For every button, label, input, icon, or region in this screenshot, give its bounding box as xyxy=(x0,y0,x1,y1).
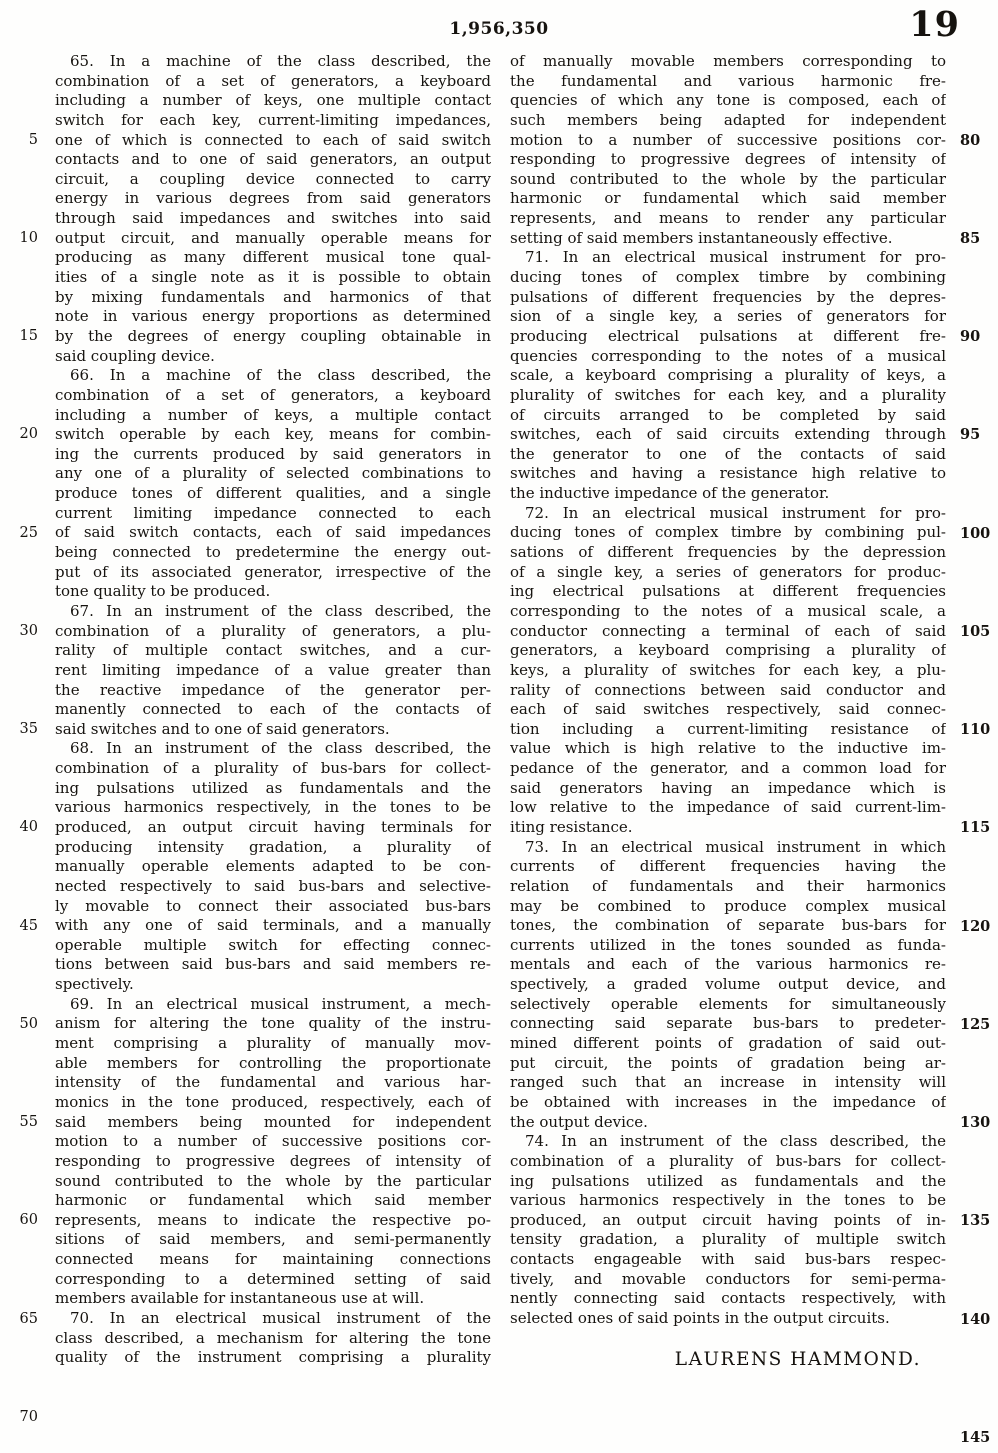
text-line: the inductive impedance of the generator. xyxy=(510,484,830,503)
line-number: 135 xyxy=(960,1212,991,1230)
page-number: 19 xyxy=(909,4,960,45)
text-line: spectively, a graded volume output device, and xyxy=(510,975,946,994)
text-line: contacts and to one of said generators, an output xyxy=(55,150,491,169)
text-line: including a number of keys, one multiple contact xyxy=(55,91,491,110)
text-line: represents, means to indicate the respective po- xyxy=(55,1210,491,1229)
text-line: selected ones of said points in the output circuits. xyxy=(510,1309,890,1327)
text-line: pulsations of different frequencies by the depres- xyxy=(510,287,946,306)
text-line: scale, a keyboard comprising a plurality of keys, a xyxy=(510,366,946,385)
text-line: quality of the instrument comprising a plurality xyxy=(55,1348,491,1367)
line-number: 35 xyxy=(19,721,38,738)
text-line: currents utilized in the tones sounded as funda- xyxy=(510,935,946,954)
text-line: including a number of keys, a multiple contact xyxy=(55,405,491,424)
text-line: of a single key, a series of generators for produc- xyxy=(510,562,946,581)
text-line: ducing tones of complex timbre by combining xyxy=(510,268,946,287)
text-line: monics in the tone produced, respectively, each of xyxy=(55,1092,491,1111)
text-line: switches, each of said circuits extending through xyxy=(510,425,946,444)
text-line: ing electrical pulsations at different frequencies xyxy=(510,582,946,601)
text-line: 68. In an instrument of the class described, the xyxy=(70,739,491,758)
text-line: 69. In an electrical musical instrument, a mech- xyxy=(70,994,491,1013)
text-line: producing intensity gradation, a plurality of xyxy=(55,837,491,856)
line-number: 50 xyxy=(19,1015,38,1032)
text-line: ranged such that an increase in intensity will xyxy=(510,1073,946,1092)
text-line: various harmonics respectively, in the tones to be xyxy=(55,798,491,817)
text-line: responding to progressive degrees of intensity of xyxy=(510,150,946,169)
text-line: the reactive impedance of the generator per- xyxy=(55,680,491,699)
text-line: of circuits arranged to be completed by said xyxy=(510,405,946,424)
text-line: by the degrees of energy coupling obtainable in xyxy=(55,326,491,345)
text-line: rent limiting impedance of a value greater than xyxy=(55,660,491,679)
text-line: any one of a plurality of selected combinations to xyxy=(55,464,491,483)
line-number: 60 xyxy=(19,1212,38,1229)
text-line: the generator to one of the contacts of said xyxy=(510,444,946,463)
text-line: ities of a single note as it is possible to obtain xyxy=(55,268,491,287)
text-line: combination of a plurality of bus-bars for collect- xyxy=(55,759,491,778)
text-line: various harmonics respectively in the tones to be xyxy=(510,1191,946,1210)
text-line: motion to a number of successive positions cor- xyxy=(510,130,946,149)
text-line: corresponding to a determined setting of said xyxy=(55,1269,491,1288)
text-line: 71. In an electrical musical instrument for pro- xyxy=(525,248,946,267)
text-line: by mixing fundamentals and harmonics of that xyxy=(55,287,491,306)
line-number: 120 xyxy=(960,917,991,935)
text-line: responding to progressive degrees of intensity of xyxy=(55,1151,491,1170)
line-number: 95 xyxy=(960,426,981,444)
text-line: setting of said members instantaneously effective. xyxy=(510,228,893,247)
text-line: produced, an output circuit having points of in- xyxy=(510,1210,946,1229)
patent-number: 1,956,350 xyxy=(449,19,549,39)
line-number: 80 xyxy=(960,131,981,149)
text-line: combination of a set of generators, a keyboard xyxy=(55,385,491,404)
text-line: anism for altering the tone quality of the instru- xyxy=(55,1014,491,1033)
text-line: producing as many different musical tone qual- xyxy=(55,248,491,267)
line-number: 110 xyxy=(960,721,991,739)
text-line: pedance of the generator, and a common load for xyxy=(510,759,946,778)
text-line: producing electrical pulsations at different fre- xyxy=(510,326,946,345)
text-line: current limiting impedance connected to each xyxy=(55,503,491,522)
right-margin-line-numbers xyxy=(960,52,996,1444)
text-line: ment comprising a plurality of manually mov- xyxy=(55,1034,491,1053)
text-line: of said switch contacts, each of said impedances xyxy=(55,523,491,542)
text-line: 66. In a machine of the class described, the xyxy=(70,366,491,385)
text-line: class described, a mechanism for altering the tone xyxy=(55,1328,491,1347)
text-line: selectively operable elements for simultaneously xyxy=(510,994,946,1013)
line-number: 145 xyxy=(960,1428,991,1446)
line-number: 30 xyxy=(19,622,38,639)
text-line: one of which is connected to each of said switch xyxy=(55,130,491,149)
line-number: 90 xyxy=(960,328,981,346)
text-line: spectively. xyxy=(55,975,134,994)
text-line: be obtained with increases in the impedance of xyxy=(510,1092,946,1111)
text-line: conductor connecting a terminal of each of said xyxy=(510,621,946,640)
text-line: nently connecting said contacts respectively, with xyxy=(510,1289,946,1308)
text-line: combination of a set of generators, a keyboard xyxy=(55,71,491,90)
text-line: rality of connections between said conductor and xyxy=(510,680,946,699)
line-number: 40 xyxy=(19,819,38,836)
text-line: plurality of switches for each key, and a plurality xyxy=(510,385,946,404)
text-line: rality of multiple contact switches, and a cur- xyxy=(55,641,491,660)
text-line: members available for instantaneous use at will. xyxy=(55,1289,425,1308)
text-line: sound contributed to the whole by the particular xyxy=(510,169,946,188)
text-line: the output device. xyxy=(510,1112,648,1131)
text-line: sound contributed to the whole by the particular xyxy=(55,1171,491,1190)
text-line: ducing tones of complex timbre by combining pul- xyxy=(510,523,946,542)
text-line: sations of different frequencies by the depression xyxy=(510,543,946,562)
text-line: harmonic or fundamental which said member xyxy=(510,189,946,208)
text-line: each of said switches respectively, said connec- xyxy=(510,700,946,719)
text-line: tones, the combination of separate bus-bars for xyxy=(510,916,946,935)
text-line: low relative to the impedance of said current-lim- xyxy=(510,798,946,817)
line-number: 25 xyxy=(19,524,38,541)
text-line: operable multiple switch for effecting connec- xyxy=(55,935,491,954)
text-line: output circuit, and manually operable means for xyxy=(55,228,491,247)
text-line: note in various energy proportions as determined xyxy=(55,307,491,326)
right-text-column xyxy=(510,52,946,1370)
text-line: connected means for maintaining connections xyxy=(55,1250,491,1269)
line-number: 20 xyxy=(19,426,38,443)
text-line: the fundamental and various harmonic fre- xyxy=(510,71,946,90)
line-number: 115 xyxy=(960,819,991,837)
line-number: 15 xyxy=(19,328,38,345)
left-text-column xyxy=(55,52,491,1368)
text-line: such members being adapted for independent xyxy=(510,110,946,129)
text-line: being connected to predetermine the energy out- xyxy=(55,543,491,562)
text-line: 67. In an instrument of the class described, the xyxy=(70,601,491,620)
text-line: intensity of the fundamental and various har- xyxy=(55,1073,491,1092)
text-line: tion including a current-limiting resistance of xyxy=(510,719,946,738)
text-line: quencies of which any tone is composed, each of xyxy=(510,91,946,110)
line-number: 100 xyxy=(960,524,991,542)
text-line: switch operable by each key, means for combin- xyxy=(55,425,491,444)
text-line: ly movable to connect their associated bus-bars xyxy=(55,896,491,915)
text-line: manually operable elements adapted to be con- xyxy=(55,857,491,876)
text-line: energy in various degrees from said generators xyxy=(55,189,491,208)
text-line: 73. In an electrical musical instrument in which xyxy=(525,837,946,856)
text-line: mined different points of gradation of said out- xyxy=(510,1034,946,1053)
inventor-signature: LAURENS HAMMOND. xyxy=(674,1349,921,1370)
line-number: 70 xyxy=(19,1408,38,1425)
line-number: 65 xyxy=(19,1310,38,1327)
text-line: of manually movable members corresponding to xyxy=(510,52,946,70)
text-line: circuit, a coupling device connected to carry xyxy=(55,169,491,188)
text-line: put of its associated generator, irrespective of the xyxy=(55,562,491,581)
line-number: 105 xyxy=(960,622,991,640)
line-number: 85 xyxy=(960,229,981,247)
text-line: said coupling device. xyxy=(55,346,215,365)
left-margin-line-numbers xyxy=(8,52,38,1442)
text-line: produced, an output circuit having terminals for xyxy=(55,817,491,836)
text-line: relation of fundamentals and their harmonics xyxy=(510,876,946,895)
text-line: combination of a plurality of generators, a plu- xyxy=(55,621,491,640)
text-line: manently connected to each of the contacts of xyxy=(55,700,491,719)
line-number: 45 xyxy=(19,917,38,934)
text-line: generators, a keyboard comprising a plurality of xyxy=(510,641,946,660)
line-number: 130 xyxy=(960,1114,991,1132)
text-line: currents of different frequencies having the xyxy=(510,857,946,876)
text-line: motion to a number of successive positions cor- xyxy=(55,1132,491,1151)
text-line: with any one of said terminals, and a manually xyxy=(55,916,491,935)
text-line: 74. In an instrument of the class described, the xyxy=(525,1132,946,1151)
text-line: nected respectively to said bus-bars and selective- xyxy=(55,876,491,895)
text-line: mentals and each of the various harmonics re- xyxy=(510,955,946,974)
line-number: 140 xyxy=(960,1310,991,1328)
text-line: connecting said separate bus-bars to predeter- xyxy=(510,1014,946,1033)
text-line: switches and having a resistance high relative to xyxy=(510,464,946,483)
text-line: ing pulsations utilized as fundamentals and the xyxy=(55,778,491,797)
text-line: through said impedances and switches into said xyxy=(55,209,491,228)
text-line: said members being mounted for independent xyxy=(55,1112,491,1131)
text-line: iting resistance. xyxy=(510,817,633,836)
text-line: combination of a plurality of bus-bars for collect- xyxy=(510,1151,946,1170)
text-line: tensity gradation, a plurality of multiple switch xyxy=(510,1230,946,1249)
text-line: switch for each key, current-limiting impedances, xyxy=(55,110,491,129)
line-number: 10 xyxy=(19,229,38,246)
text-line: tone quality to be produced. xyxy=(55,582,271,601)
text-line: sion of a single key, a series of generators for xyxy=(510,307,946,326)
text-line: ing pulsations utilized as fundamentals and the xyxy=(510,1171,946,1190)
line-number: 5 xyxy=(28,131,38,148)
text-line: value which is high relative to the inductive im- xyxy=(510,739,946,758)
line-number: 125 xyxy=(960,1015,991,1033)
text-line: corresponding to the notes of a musical scale, a xyxy=(510,601,946,620)
line-number: 55 xyxy=(19,1114,38,1131)
text-line: put circuit, the points of gradation being ar- xyxy=(510,1053,946,1072)
text-line: able members for controlling the proportionate xyxy=(55,1053,491,1072)
text-line: ing the currents produced by said generators in xyxy=(55,444,491,463)
text-line: 70. In an electrical musical instrument of the xyxy=(70,1309,491,1327)
text-line: tions between said bus-bars and said members re- xyxy=(55,955,491,974)
text-line: quencies corresponding to the notes of a musical xyxy=(510,346,946,365)
text-line: represents, and means to render any particular xyxy=(510,209,946,228)
text-line: contacts engageable with said bus-bars respec- xyxy=(510,1250,946,1269)
text-line: keys, a plurality of switches for each key, a plu- xyxy=(510,660,946,679)
text-line: 65. In a machine of the class described, the xyxy=(70,52,491,70)
text-line: may be combined to produce complex musical xyxy=(510,896,946,915)
text-line: said generators having an impedance which is xyxy=(510,778,946,797)
text-line: sitions of said members, and semi-permanently xyxy=(55,1230,491,1249)
text-line: said switches and to one of said generators. xyxy=(55,719,390,738)
text-line: produce tones of different qualities, and a single xyxy=(55,484,491,503)
text-line: harmonic or fundamental which said member xyxy=(55,1191,491,1210)
text-line: tively, and movable conductors for semi-perma- xyxy=(510,1269,946,1288)
text-line: 72. In an electrical musical instrument for pro- xyxy=(525,503,946,522)
